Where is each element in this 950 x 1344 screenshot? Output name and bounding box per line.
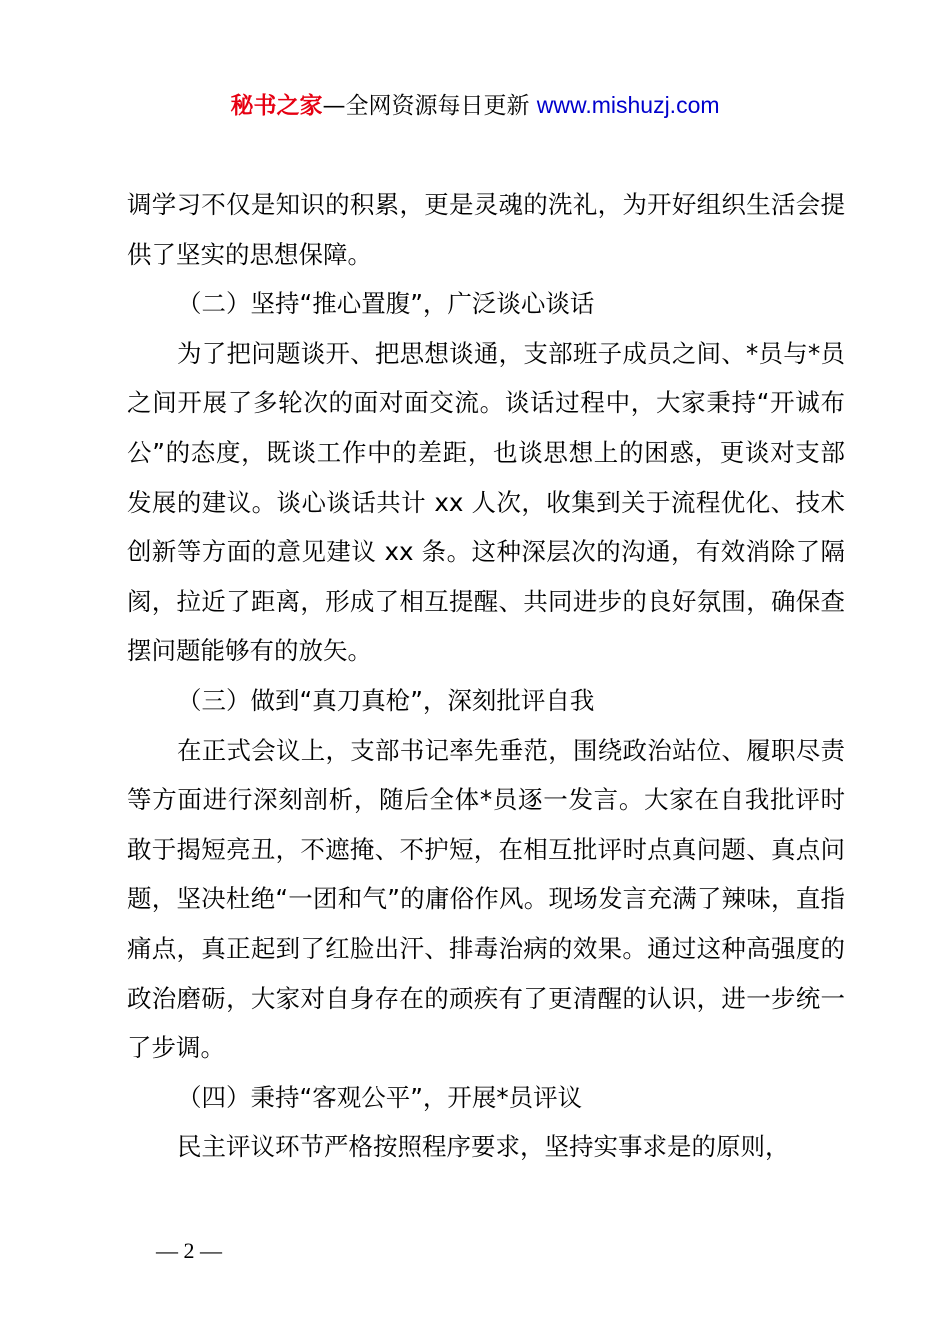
- site-tagline: —全网资源每日更新: [322, 93, 537, 119]
- body-paragraph: 在正式会议上，支部书记率先垂范，围绕政治站位、履职尽责等方面进行深刻剖析，随后全体*员逐一发言。大家在自我批评时敢于揭短亮丑，不遮掩、不护短，在相互批评时点真问题、真点问题，坚决杜绝“一团和气”的庸俗作风。现场发言充满了辣味，直指痛点，真正起到了红脸出汗、排毒治病的效果。通过这种高强度的政治磨砺，大家对自身存在的顽疾有了更清醒的认识，进一步统一了步调。: [127, 735, 845, 1063]
- section-heading-3: （三）做到“真刀真枪”，深刻批评自我: [177, 685, 595, 715]
- site-url-link[interactable]: www.mishuzj.com: [536, 92, 720, 118]
- body-paragraph: 民主评议环节严格按照程序要求，坚持实事求是的原则，: [177, 1132, 790, 1162]
- section-heading-2: （二）坚持“推心置腹”，广泛谈心谈话: [177, 289, 595, 319]
- document-body: [127, 180, 845, 1172]
- body-paragraph: 为了把问题谈开、把思想谈通，支部班子成员之间、*员与*员之间开展了多轮次的面对面交流。谈话过程中，大家秉持“开诚布公”的态度，既谈工作中的差距，也谈思想上的困惑，更谈对支部发展的建议。谈心谈话共计 xx 人次，收集到关于流程优化、技术创新等方面的意见建议 xx 条。这种深层次的沟通，有效消除了隔阂，拉近了距离，形成了相互提醒、共同进步的良好氛围，确保查摆问题能够有的放矢。: [127, 338, 845, 666]
- section-heading-4: （四）秉持“客观公平”，开展*员评议: [177, 1082, 583, 1112]
- body-paragraph-continued: 调学习不仅是知识的积累，更是灵魂的洗礼，为开好组织生活会提供了坚实的思想保障。: [127, 190, 845, 269]
- site-brand: 秘书之家: [230, 93, 323, 119]
- page-number: — 2 —: [156, 1238, 222, 1263]
- site-header: [0, 88, 950, 123]
